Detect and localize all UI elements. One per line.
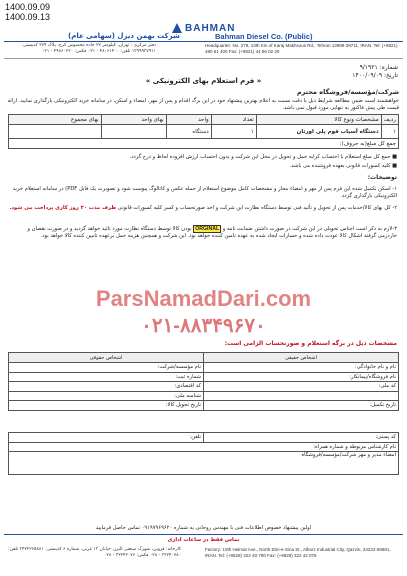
factory-address-fa: کارخانه: قزوین، شهرک صنعتی البرز، خیابان ۱۳ غربی، شماره ۶ کدپستی: ۳۴۲۲۲۶۵۸۸۱ تلفن: ۳۲۲۴۰۷۸۰ - ۰۲۸ فکس: ۳۲۲۴۲۰۷۶ - ۰۲۸ bbox=[8, 547, 181, 558]
letter-number: شماره: ۹/۱۹۲۱ bbox=[359, 64, 398, 71]
header-divider bbox=[4, 41, 403, 42]
contact-table bbox=[8, 432, 399, 475]
note-3-text-a: ۳-لازم به ذکر است اجناس تحویلی در این شرکت در صورت داشتن ضمانت نامه و bbox=[222, 226, 397, 232]
factory-address-en: Factory: 10th Helmat Ave., North Ebn-e-Sina St., Alborz Industrial City, Qazvin, 34222-65881, IRAN. Tel: (+9828) 322 40 780 Fax: (+9828) 322 42 076 bbox=[205, 547, 391, 558]
total-in-words-label[interactable]: جمع کل مبلغ(به حروف): bbox=[9, 139, 399, 149]
items-table bbox=[8, 114, 399, 149]
field-full-name[interactable]: نام و نام خانوادگی: bbox=[204, 363, 399, 373]
field-signature-stamp[interactable]: امضاء مدیر و مهر شرکت/مؤسسه/فروشگاه bbox=[9, 452, 399, 475]
header-divider-2 bbox=[4, 58, 403, 59]
field-registration-number[interactable]: شماره ثبت: bbox=[9, 372, 204, 382]
form-title: « فرم استعلام بهای الکترونیکی » bbox=[145, 77, 262, 85]
company-name-en: Bahman Diesel Co. (Public) bbox=[215, 32, 313, 41]
cell-total-price[interactable] bbox=[9, 125, 102, 139]
total-row bbox=[9, 139, 399, 149]
field-empty[interactable] bbox=[204, 391, 399, 401]
addressee: شرکت/مؤسسه/فروشگاه محترم bbox=[296, 88, 399, 96]
table-row bbox=[9, 372, 399, 382]
field-expert-contact[interactable]: نام کارشناس مربوطه و شماره همراه: bbox=[9, 442, 399, 452]
hq-address-fa: دفتر مرکزی : تهران، کیلومتر ۲۷ جاده مخصوص کرج، پلاک ۲۷۹ کدپستی: ۱۳۹۹۹۳۷۹۱۱ تلفن: ۴۸۰۶۱۴۰۰ - ۰۲۱ فکس: ۴۴۸۶۰۲۲۰ - ۰۲۱ bbox=[21, 43, 156, 54]
watermark-site: ParsNamadDari.com bbox=[95, 286, 312, 311]
field-postal-code[interactable]: کد پستی: bbox=[204, 433, 399, 443]
note-3-text-b: بودن کالا توسط دستگاه نظارت مورد تائید خواهد گردید و در صورت نقصان و خاردرمی گرفته اشکال کالا عودت داده شده و خسارات ایجاد شده به عهده تامین کننده خواهد بود. این شرکت و همچنین هزینه حمل برعهده تامین کننده کالا خواهد بود. bbox=[27, 226, 397, 240]
col-unit-price: بهای واحد bbox=[101, 115, 166, 125]
field-economic-code[interactable]: کد اقتصادی: bbox=[9, 382, 204, 392]
field-phone[interactable]: تلفن: bbox=[9, 433, 204, 443]
note-2-text: ۲- کل بهای کالا/خدمات پس از تحویل و تأئید فنی توسط دستگاه نظارت این شرکت و اخذ صورتحساب و کسر کلیه کسورات قانونی bbox=[117, 205, 397, 211]
cell-row: ۱ bbox=[381, 125, 398, 139]
table-row bbox=[9, 363, 399, 373]
cell-qty: ۱ bbox=[211, 125, 256, 139]
logo-text: BAHMAN bbox=[185, 22, 236, 34]
table-row bbox=[9, 452, 399, 475]
col-unit: واحد bbox=[166, 115, 211, 125]
specs-heading: مشخصات ذیل در برگه استعلام و صورتحساب الزامی است: bbox=[224, 340, 397, 347]
note-1: ۱- اسکن تکمیل شده این فرم پس از مهر و امضاء مجاز و مشخصات کامل موضوع استعلام از جمله عکس و کاتالوگ پیوست شود و تصویرت یک فایل PDF) در سامانه استعلام خرید الکترونیکی بارگذاری گردد. bbox=[12, 186, 397, 200]
field-national-code[interactable]: کد ملی: bbox=[204, 382, 399, 392]
table-row bbox=[9, 125, 399, 139]
table-row bbox=[9, 382, 399, 392]
note-3 bbox=[7, 226, 397, 240]
col-qty: تعداد bbox=[211, 115, 256, 125]
footer-divider bbox=[4, 534, 403, 535]
technical-contact-note: اولین پیشنهاد خصوص اطلاعات فنی با مهندس روحانی به شماره ۰۹۱۹۷۹۶۹۶۲۰ تماس حاصل فرمایید bbox=[95, 525, 312, 531]
note-2 bbox=[7, 205, 397, 212]
specs-header-row bbox=[9, 353, 399, 363]
received-stamp-dates bbox=[5, 2, 50, 22]
table-row bbox=[9, 442, 399, 452]
note-2-payment-term: ظرف مدت ۳۰ روز کاری پرداخت می شود. bbox=[9, 205, 117, 211]
condition-shipping: ■ جمع کل مبلغ استعلام با احتساب کرایه حمل و تحویل در محل این شرکت و بدون احتساب ارزش افزوده لحاظ و درج گردد. bbox=[129, 154, 397, 160]
specs-table bbox=[8, 352, 399, 411]
cell-unit: دستگاه bbox=[166, 125, 211, 139]
field-national-id[interactable]: شناسه ملی: bbox=[9, 391, 204, 401]
stamp-date-2: 1400.09.13 bbox=[5, 12, 51, 22]
items-header-row bbox=[9, 115, 399, 125]
hq-address-en: Headquarter: No. 279, 13th Km of Karaj Makhsous Rd., Tehran 13999-39711, IRAN. Tel: (+9821) 480 61 400 Fax: (+9821) 44 86 02 20 bbox=[205, 43, 398, 54]
office-hours-note: تماس فقط در ساعات اداری bbox=[167, 537, 240, 543]
table-row bbox=[9, 401, 399, 411]
intro-paragraph: خواهشمند است ضمن مطالعه شرایط ذیل با دقت نسبت به اعلام بهترین پیشنهاد خود در این برگ اقدام و پس از مهر، امضاء و اسکن، در سامانه خرید الکترونیکی بارگذاری نمایید. ارائه قیمت طی پیش فاکتور به تنهایی مورد قبول نمی باشد. bbox=[7, 98, 399, 111]
original-badge: ORGINAL bbox=[195, 226, 220, 232]
specs-col-legal: اشخاص حقوقی bbox=[9, 353, 204, 363]
col-description: مشخصات ونوع کالا bbox=[256, 115, 381, 125]
cell-unit-price[interactable] bbox=[101, 125, 166, 139]
watermark-phone: ۰۲۱-۸۸۳۴۹۶۷۰ bbox=[141, 315, 266, 337]
company-name-fa: شرکت بهمن دیزل (سهامی عام) bbox=[68, 32, 180, 40]
stamp-date-1: 1400.09.09 bbox=[5, 2, 51, 12]
table-row bbox=[9, 391, 399, 401]
letter-date: تاریخ: ۱۴۰۰/۰۹/۰۹ bbox=[352, 72, 398, 79]
col-row: ردیف bbox=[381, 115, 398, 125]
condition-deductions: ■ کلیه کسورات قانونی بعهده فروشنده می باشد. bbox=[289, 163, 397, 169]
table-row bbox=[9, 433, 399, 443]
field-completion-date[interactable]: تاریخ تکمیل: bbox=[204, 401, 399, 411]
col-total-price: بهای مجموع bbox=[9, 115, 102, 125]
cell-description: دستگاه آسیاب قوم پلی اورتان bbox=[256, 125, 381, 139]
specs-col-natural: اشخاص حقیقی bbox=[204, 353, 399, 363]
field-company-name[interactable]: نام مؤسسه/شرکت: bbox=[9, 363, 204, 373]
notes-heading: توضیحات: bbox=[367, 174, 397, 181]
field-delivery-date[interactable]: تاریخ تحویل کالا: bbox=[9, 401, 204, 411]
field-store-name[interactable]: نام فروشگاه/پیمانکار: bbox=[204, 372, 399, 382]
